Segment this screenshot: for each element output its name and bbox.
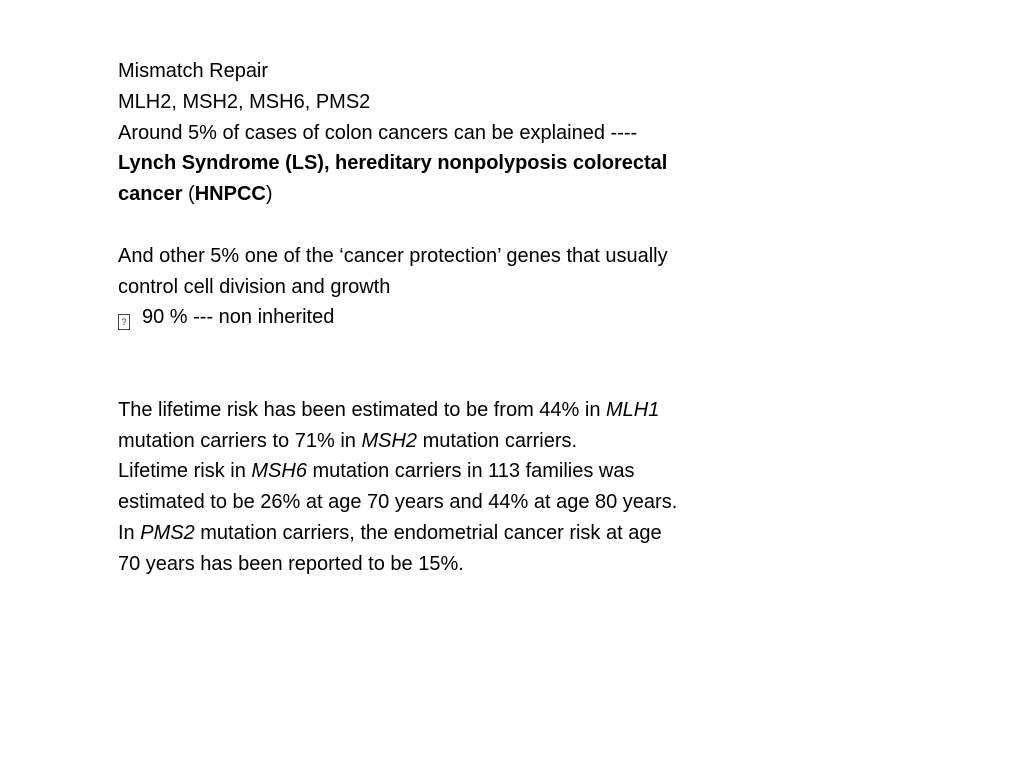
intro-line: Around 5% of cases of colon cancers can be explained ---- — [118, 121, 638, 144]
spacer — [118, 333, 798, 395]
gene-msh2: MSH2 — [361, 429, 418, 452]
lifetime-risk-line-3 — [118, 456, 798, 487]
lifetime-risk-line-5 — [118, 518, 798, 549]
text-run: Lifetime risk in — [118, 460, 252, 483]
non-inherited-bullet — [118, 302, 798, 333]
lifetime-risk-line-4: estimated to be 26% at age 70 years and 44% at age 80 years. — [118, 491, 678, 514]
lynch-syndrome-line — [118, 148, 798, 179]
slide-text-body — [118, 56, 798, 580]
text-run: In — [118, 521, 141, 544]
gene-list-line: MLH2, MSH2, MSH6, PMS2 — [118, 90, 371, 113]
hnpcc-line — [118, 179, 798, 210]
lifetime-risk-line-2 — [118, 426, 798, 457]
gene-msh6: MSH6 — [251, 460, 307, 483]
title-line: Mismatch Repair — [118, 60, 269, 82]
cancer-bold: cancer — [118, 183, 183, 206]
text-run: The lifetime risk has been estimated to be from 44% in — [118, 398, 607, 421]
lynch-syndrome-bold: Lynch Syndrome (LS), hereditary nonpolyposis colorectal — [118, 152, 668, 175]
other-five-percent-line: And other 5% one of the ‘cancer protection’ genes that usually — [118, 244, 668, 267]
text-run: mutation carriers in 113 families was — [306, 460, 635, 483]
gene-pms2: PMS2 — [140, 521, 195, 544]
paren-open: ( — [182, 183, 195, 206]
non-inherited-text: 90 % --- non inherited — [142, 306, 335, 329]
gene-mlh1: MLH1 — [606, 398, 660, 421]
text-run: mutation carriers. — [417, 429, 578, 452]
spacer — [118, 210, 798, 241]
text-run: mutation carriers, the endometrial cancer risk at age — [194, 521, 662, 544]
paren-close: ) — [265, 183, 273, 206]
hnpcc-bold: HNPCC — [194, 183, 266, 206]
cell-division-line: control cell division and growth — [118, 275, 391, 298]
lifetime-risk-line-1 — [118, 395, 798, 426]
text-run: mutation carriers to 71% in — [118, 429, 362, 452]
lifetime-risk-line-6: 70 years has been reported to be 15%. — [118, 552, 464, 575]
missing-glyph-icon: ? — [118, 314, 130, 330]
